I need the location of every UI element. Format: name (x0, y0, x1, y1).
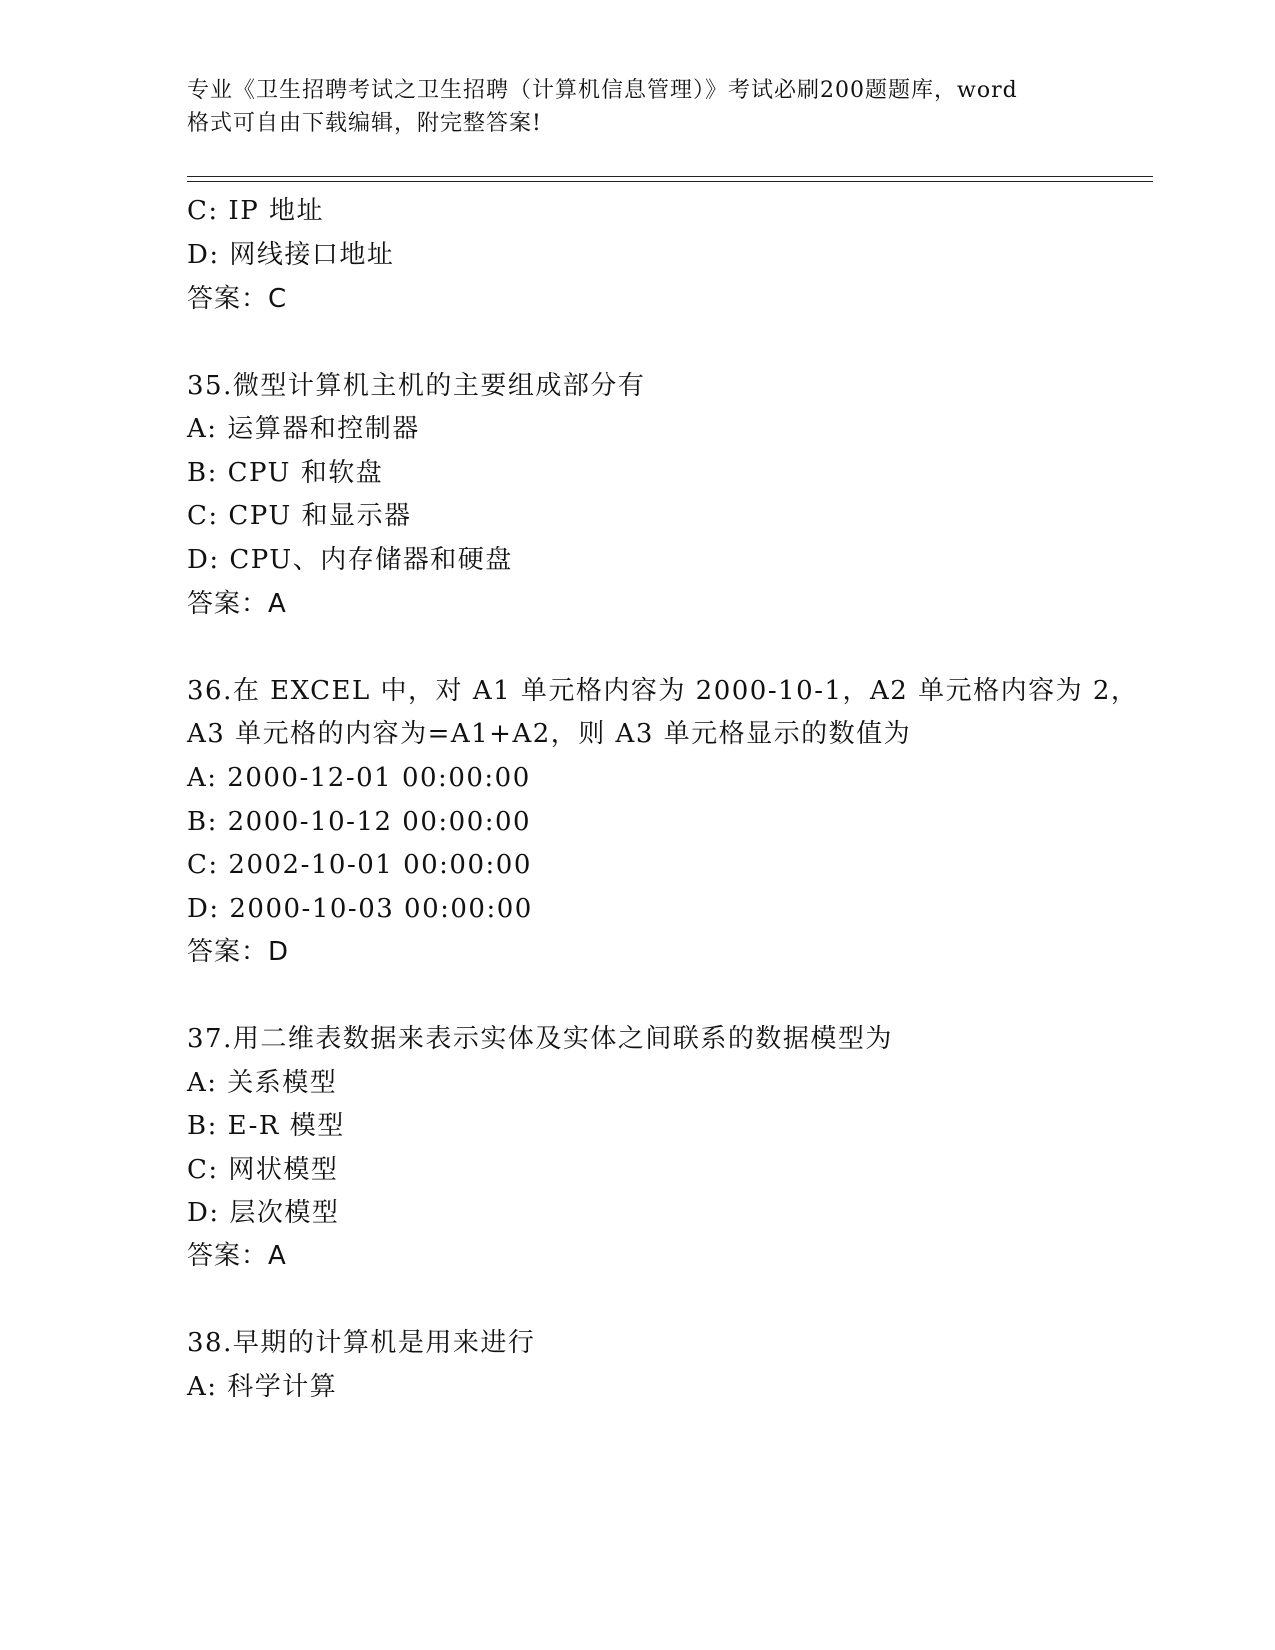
q35-question: 35.微型计算机主机的主要组成部分有 (187, 371, 646, 401)
q37-question: 37.用二维表数据来表示实体及实体之间联系的数据模型为 (187, 1024, 893, 1054)
q35-option-d: D: CPU、内存储器和硬盘 (187, 545, 513, 575)
q38-question: 38.早期的计算机是用来进行 (187, 1328, 536, 1358)
q36-question-line-2: A3 单元格的内容为=A1+A2，则 A3 单元格显示的数值为 (187, 719, 912, 749)
q34-answer: 答案：C (187, 284, 288, 314)
q36-answer: 答案：D (187, 937, 290, 967)
q36-option-c: C: 2002-10-01 00:00:00 (187, 850, 532, 880)
q35-option-a: A: 运算器和控制器 (187, 414, 420, 444)
q37-option-b: B: E-R 模型 (187, 1111, 345, 1141)
q37-option-d: D: 层次模型 (187, 1198, 340, 1228)
q36-option-d: D: 2000-10-03 00:00:00 (187, 894, 533, 924)
q38-option-a: A: 科学计算 (187, 1372, 338, 1402)
q36-option-b: B: 2000-10-12 00:00:00 (187, 807, 532, 837)
q35-answer: 答案：A (187, 589, 287, 619)
q37-answer: 答案：A (187, 1241, 287, 1271)
q35-option-c: C: CPU 和显示器 (187, 501, 412, 531)
document-header (187, 74, 1087, 140)
q37-option-a: A: 关系模型 (187, 1068, 338, 1098)
q35-option-b: B: CPU 和软盘 (187, 458, 384, 488)
q34-option-d: D: 网线接口地址 (187, 240, 395, 270)
q34-option-c: C: IP 地址 (187, 196, 324, 226)
q36-question-line-1: 36.在 EXCEL 中，对 A1 单元格内容为 2000-10-1，A2 单元格内容为 2， (187, 676, 1139, 706)
q37-option-c: C: 网状模型 (187, 1155, 339, 1185)
header-divider (187, 176, 1153, 182)
header-line-2: 格式可自由下载编辑，附完整答案! (187, 111, 542, 136)
q36-option-a: A: 2000-12-01 00:00:00 (187, 763, 531, 793)
header-line-1: 专业《卫生招聘考试之卫生招聘（计算机信息管理）》考试必刷200题题库，word (187, 78, 1018, 103)
